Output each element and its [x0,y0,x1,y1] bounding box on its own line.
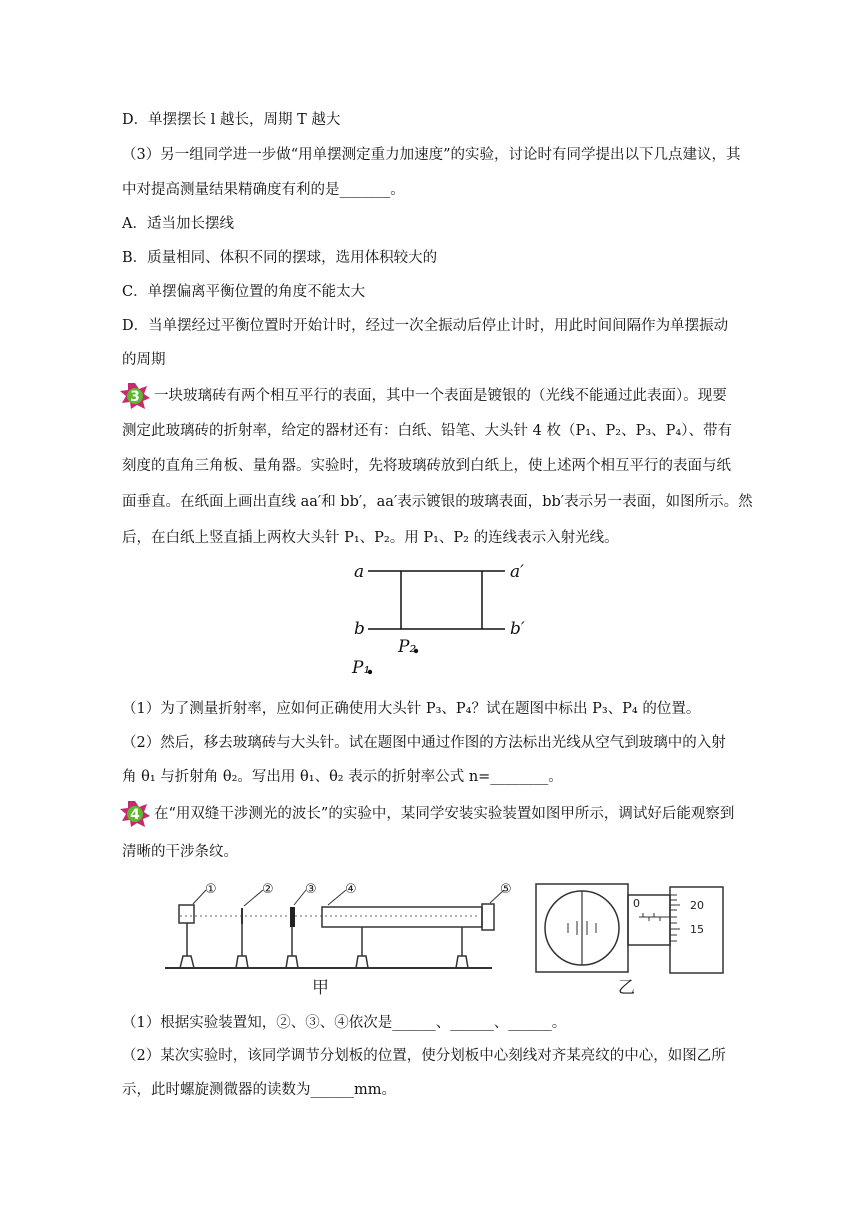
badge-number: 4 [130,807,140,823]
callout-1: ① [205,882,217,897]
thimble-scale-20: 20 [690,899,704,912]
text-line: 一块玻璃砖有两个相互平行的表面，其中一个表面是镀银的（光线不能通过此表面）。现要 [154,388,727,404]
text-line: （3）另一组同学进一步做“用单摆测定重力加速度”的实验，讨论时有同学提出以下几点建议，其 [122,147,741,163]
question-number-badge [120,801,150,827]
caption-yi: 乙 [618,978,635,998]
callout-3: ③ [305,882,317,897]
text-line: （1）根据实验装置知，②、③、④依次是______、______、______。 [122,1015,567,1031]
text-line: D．当单摆经过平衡位置时开始计时，经过一次全振动后停止计时，用此时间间隔作为单摆振动 [122,318,729,334]
thimble-scale-15: 15 [690,923,704,936]
text-line: B．质量相同、体积不同的摆球，选用体积较大的 [122,250,438,266]
text-line: 中对提高测量结果精确度有利的是_______。 [122,182,405,198]
text-line: （2）某次实验时，该同学调节分划板的位置，使分划板中心刻线对齐某亮纹的中心，如图乙所 [122,1048,726,1064]
text-line: 清晰的干涉条纹。 [122,844,238,860]
micrometer-zero-label: 0 [633,897,640,910]
text-line: （1）为了测量折射率，应如何正确使用大头针 P₃、P₄？试在题图中标出 P₃、P₄ 的位置。 [122,701,701,717]
text-line: D．单摆摆长 l 越长，周期 T 越大 [122,112,341,128]
badge-number: 3 [130,389,140,405]
callout-5: ⑤ [500,882,512,897]
text-line: （2）然后，移去玻璃砖与大头针。试在题图中通过作图的方法标出光线从空气到玻璃中的入射 [122,735,726,751]
label-p1: P₁ [352,658,371,678]
label-a-prime: a′ [510,562,524,582]
text-line: A．适当加长摆线 [122,216,234,232]
label-a: a [354,562,365,582]
caption-jia: 甲 [312,978,329,998]
text-line: 在“用双缝干涉测光的波长”的实验中，某同学安装实验装置如图甲所示，调试好后能观察到 [154,806,735,822]
text-line: 示，此时螺旋测微器的读数为______mm。 [122,1082,396,1098]
question-number-badge [120,383,150,409]
text-line: 刻度的直角三角板、量角器。实验时，先将玻璃砖放到白纸上，使上述两个相互平行的表面与纸 [122,458,731,474]
text-line: 的周期 [122,352,166,368]
label-b-prime: b′ [510,619,525,639]
label-p2: P₂ [398,637,417,657]
text-line: 后，在白纸上竖直插上两枚大头针 P₁、P₂。用 P₁、P₂ 的连线表示入射光线。 [122,530,619,546]
text-line: 面垂直。在纸面上画出直线 aa′和 bb′，aa′表示镀银的玻璃表面，bb′表示另一表面，如图所示。然 [122,494,753,510]
label-b: b [354,619,365,639]
text-line: 角 θ₁ 与折射角 θ₂。写出用 θ₁、θ₂ 表示的折射率公式 n=________。 [122,769,563,785]
text-line: 测定此玻璃砖的折射率，给定的器材还有：白纸、铅笔、大头针 4 枚（P₁、P₂、P₃、P₄）、带有 [122,423,732,439]
callout-4: ④ [345,882,357,897]
callout-2: ② [262,882,274,897]
text-line: C．单摆偏离平衡位置的角度不能太大 [122,284,366,300]
